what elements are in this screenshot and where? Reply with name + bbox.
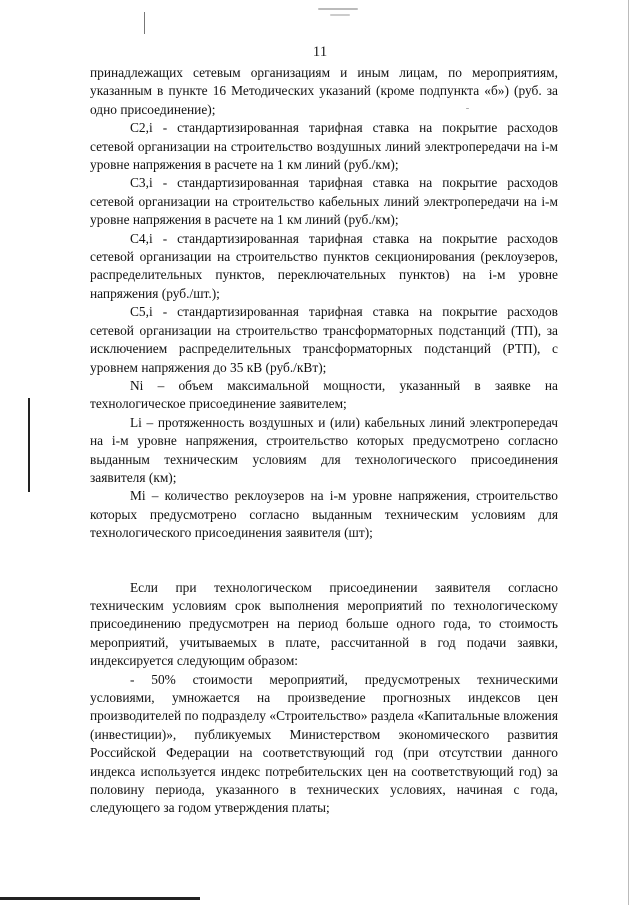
paragraph-c3: C3,i - стандартизированная тарифная ставка на покрытие расходов сетевой организации на строительство кабельных линий электропередачи на i-м уровне напряжения в расчете на 1 км линий (руб./км);: [90, 175, 558, 228]
paragraph-continuation: принадлежащих сетевым организациям и иным лицам, по мероприятиям, указанным в пункте 16 Методических указаний (кроме подпункта «б») (руб. за одно присоединение);: [90, 65, 558, 117]
scan-edge-mark-left: [28, 398, 30, 492]
paragraph-mi: Mi – количество реклоузеров на i-м уровне напряжения, строительство которых предусмотрено согласно выданным техническим условиям для технологического присоединения заявителя (шт);: [90, 488, 558, 541]
scan-edge-mark-right: [628, 0, 629, 905]
paragraph-c4: C4,i - стандартизированная тарифная ставка на покрытие расходов сетевой организации на строительство пунктов секционирования (реклоузеров, распределительных пунктов, переключательных пунктов) на i-м уровне напряжения (руб./шт.);: [90, 230, 558, 301]
scan-edge-mark-bottom: [0, 897, 200, 900]
page-number: 11: [312, 44, 328, 60]
paragraph-li: Li – протяженность воздушных и (или) кабельных линий электропередач на i-м уровне напряжения, строительство которых предусмотрено согласно выданным техническим условиям для технологического присоединения заявителя (км);: [90, 414, 558, 485]
scan-edge-mark-top: [144, 12, 145, 34]
paragraph-ni: Ni – объем максимальной мощности, указанный в заявке на технологическое присоединение заявителем;: [90, 377, 558, 412]
paragraph-fifty-percent: - 50% стоимости мероприятий, предусмотреных техническими условиями, умножается на произведение прогнозных индексов цен производителей по подразделу «Строительство» раздела «Капитальные вложения (инвестиции)», публикуемых Министерством экономического развития Российской Федерации на соответствующий год (при отсутствии данного индекса используется индекс потребительских цен на соответствующий год) за половину периода, указанного в технических условиях, начиная с года, следующего за годом утверждения платы;: [90, 671, 558, 816]
scan-speck: [318, 8, 358, 10]
scan-speck: [330, 14, 350, 16]
paragraph-indexation: Если при технологическом присоединении заявителя согласно техническим условиям срок выполнения мероприятий по технологическому присоединению предусмотрен на период больше одного года, то стоимость мероприятий, учитываемых в плате, рассчитанной в год подачи заявки, индексируется следующим образом:: [90, 579, 558, 669]
body-text: [90, 64, 558, 818]
paragraph-c2: C2,i - стандартизированная тарифная ставка на покрытие расходов сетевой организации на строительство воздушных линий электропередачи на i-м уровне напряжения в расчете на 1 км линий (руб./км);: [90, 120, 558, 173]
paragraph-c5: C5,i - стандартизированная тарифная ставка на покрытие расходов сетевой организации на строительство трансформаторных подстанций (ТП), за исключением распределительных трансформаторных подстанций (РТП), с уровнем напряжения до 35 кВ (руб./кВт);: [90, 304, 558, 375]
